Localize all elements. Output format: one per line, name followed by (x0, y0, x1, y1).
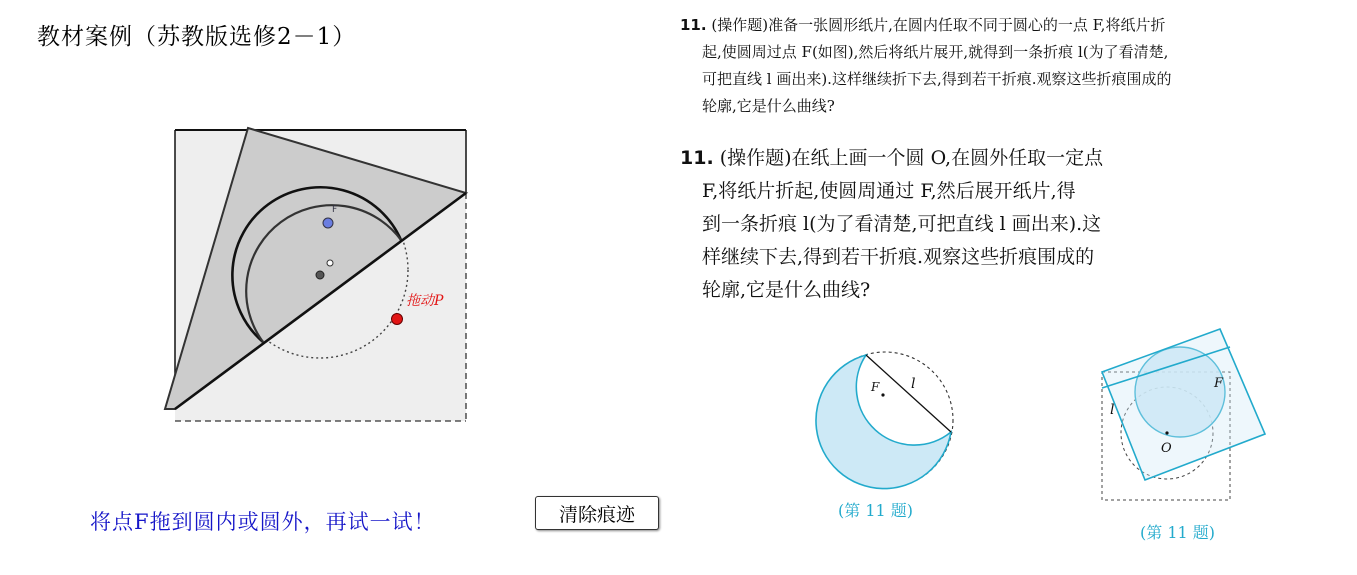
problem-2-line-5: 轮廓,它是什么曲线? (702, 279, 871, 301)
fig2-label-o: O (1161, 441, 1172, 456)
problem-2-line-3: 到一条折痕 l(为了看清楚,可把直线 l 画出来).这 (702, 213, 1102, 235)
point-f[interactable] (323, 218, 333, 228)
problem-1-line-3: 可把直线 l 画出来).这样继续折下去,得到若干折痕.观察这些折痕围成的 (702, 70, 1172, 88)
hint-text: 将点F拖到圆内或圆外，再试一试！ (90, 510, 436, 534)
point-f-label: F (332, 205, 338, 215)
figure-1 (812, 345, 962, 490)
problem-1-number: 11. (680, 16, 707, 34)
problem-2 (680, 142, 1200, 307)
center-o (316, 271, 324, 279)
fig2-label-f: F (1214, 376, 1224, 391)
fig2-label-l: l (1110, 402, 1115, 418)
fig1-point-f (881, 393, 884, 396)
problem-1-line-4: 轮廓,它是什么曲线? (702, 97, 835, 115)
problem-2-line-2: F,将纸片折起,使圆周通过 F,然后展开纸片,得 (702, 180, 1076, 202)
folding-simulation[interactable] (150, 110, 490, 430)
fig1-label-f: F (871, 380, 880, 394)
clear-traces-button[interactable]: 清除痕迹 (535, 496, 659, 530)
page-title: 教材案例（苏教版选修2－1） (37, 24, 357, 50)
fig1-shaded-region (816, 355, 951, 489)
problem-2-line-4: 样继续下去,得到若干折痕.观察这些折痕围成的 (702, 246, 1095, 268)
problem-1 (680, 12, 1310, 120)
problem-2-number: 11. (680, 147, 714, 169)
figure-1-caption: (第 11 题) (838, 501, 914, 520)
fig2-folded-rectangle (1102, 329, 1265, 480)
drag-p-label: 拖动P (406, 293, 444, 309)
problem-1-line-1: (操作题)准备一张圆形纸片,在圆内任取不同于圆心的一点 F,将纸片折 (711, 16, 1166, 34)
figure-2 (1090, 322, 1275, 522)
fig2-point-o (1165, 431, 1168, 434)
center-o-ring (327, 260, 333, 266)
figure-2-caption: (第 11 题) (1140, 523, 1216, 542)
point-p[interactable] (392, 314, 403, 325)
fig1-label-l: l (911, 376, 916, 392)
problem-2-line-1: (操作题)在纸上画一个圆 O,在圆外任取一定点 (719, 147, 1104, 169)
problem-1-line-2: 起,使圆周过点 F(如图),然后将纸片展开,就得到一条折痕 l(为了看清楚, (702, 43, 1169, 61)
